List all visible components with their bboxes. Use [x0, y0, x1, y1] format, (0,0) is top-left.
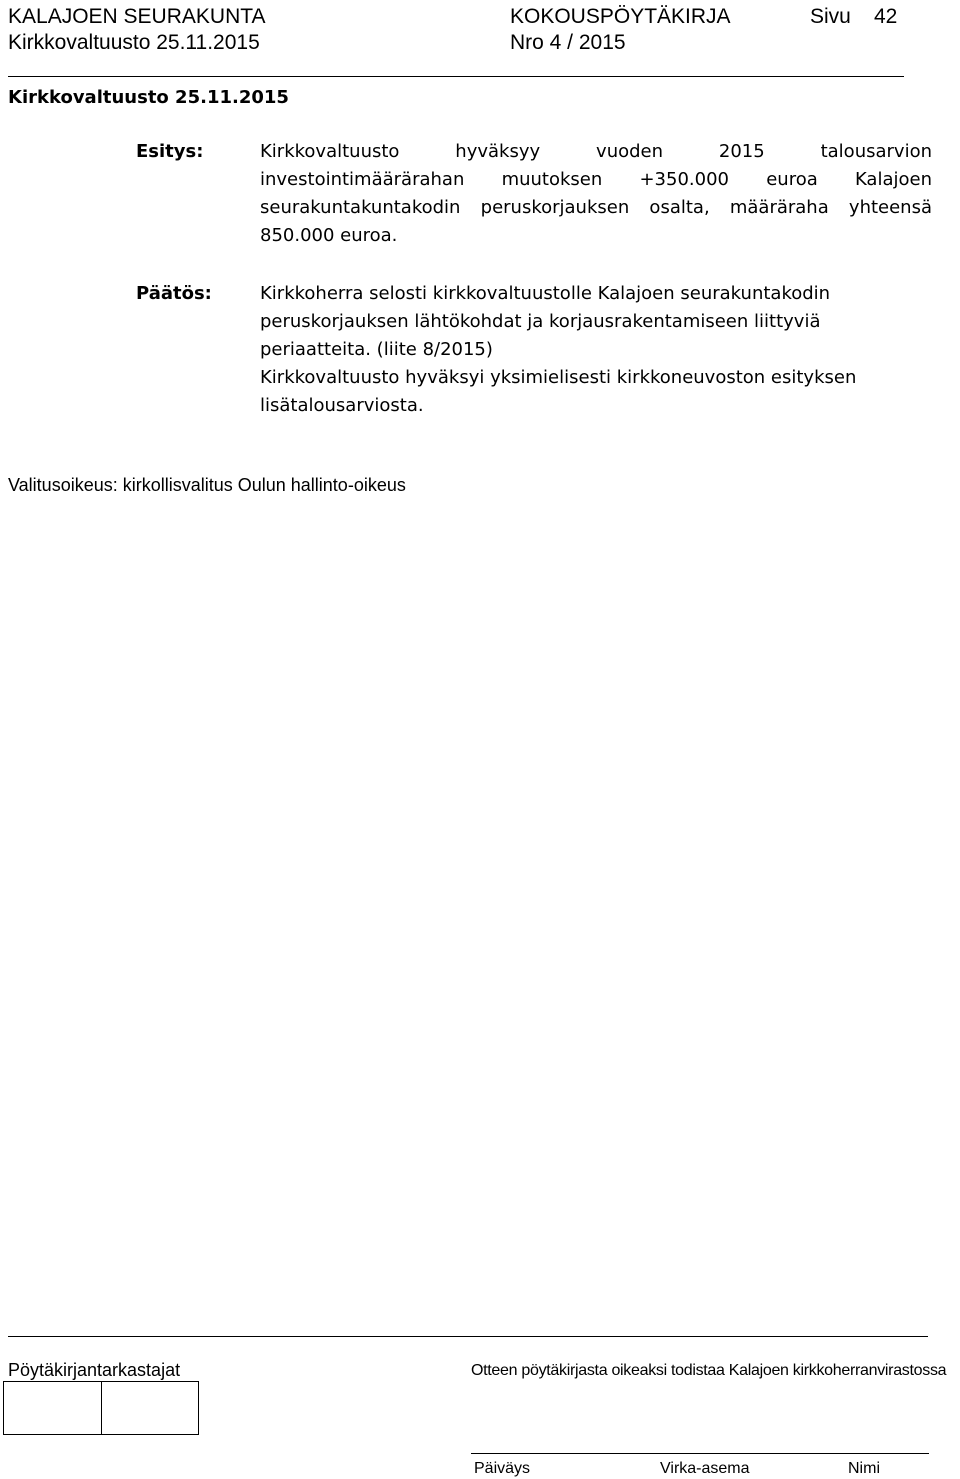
- esitys-line: investointimäärärahan muutoksen +350.000 euroa Kalajoen: [260, 169, 932, 190]
- paatos-line: Kirkkoherra selosti kirkkovaltuustolle Kalajoen seurakuntakodin: [260, 283, 831, 304]
- meeting-name: Kirkkovaltuusto 25.11.2015: [8, 31, 260, 54]
- virka-asema-label: Virka-asema: [660, 1460, 750, 1477]
- esitys-line: 850.000 euroa.: [260, 225, 398, 246]
- signature-rule: [471, 1453, 929, 1454]
- nimi-label: Nimi: [848, 1460, 880, 1477]
- paatos-line: periaatteita. (liite 8/2015): [260, 339, 493, 360]
- esitys-text: [260, 138, 932, 250]
- page-label: Sivu: [810, 5, 851, 28]
- footer-rule: [8, 1336, 928, 1337]
- page-number: 42: [874, 5, 898, 28]
- esitys-line: Kirkkovaltuusto hyväksyy vuoden 2015 talousarvion: [260, 141, 932, 162]
- esitys-line: seurakuntakuntakodin peruskorjauksen osalta, määräraha yhteensä: [260, 197, 932, 218]
- signature-box-1: [3, 1381, 102, 1435]
- paatos-line: Kirkkovaltuusto hyväksyi yksimielisesti kirkkoneuvoston esityksen: [260, 367, 857, 388]
- otteen-text: Otteen pöytäkirjasta oikeaksi todistaa Kalajoen kirkkoherranvirastossa: [471, 1362, 947, 1379]
- header-rule: [8, 76, 904, 77]
- paatos-label: Päätös:: [136, 283, 212, 304]
- signature-box-2: [101, 1381, 199, 1435]
- paatos-line: peruskorjauksen lähtökohdat ja korjausrakentamiseen liittyviä: [260, 311, 821, 332]
- esitys-label: Esitys:: [136, 141, 204, 162]
- valitusoikeus: Valitusoikeus: kirkollisvalitus Oulun hallinto-oikeus: [8, 475, 406, 495]
- section-title: Kirkkovaltuusto 25.11.2015: [8, 87, 289, 108]
- paivays-label: Päiväys: [474, 1460, 531, 1477]
- protocol-number: Nro 4 / 2015: [510, 31, 626, 54]
- paatos-line: lisätalousarviosta.: [260, 395, 424, 416]
- poytakirjantarkastajat-label: Pöytäkirjantarkastajat: [8, 1360, 181, 1380]
- org-name: KALAJOEN SEURAKUNTA: [8, 5, 266, 28]
- document-type: KOKOUSPÖYTÄKIRJA: [510, 5, 731, 28]
- paatos-text: [260, 280, 940, 420]
